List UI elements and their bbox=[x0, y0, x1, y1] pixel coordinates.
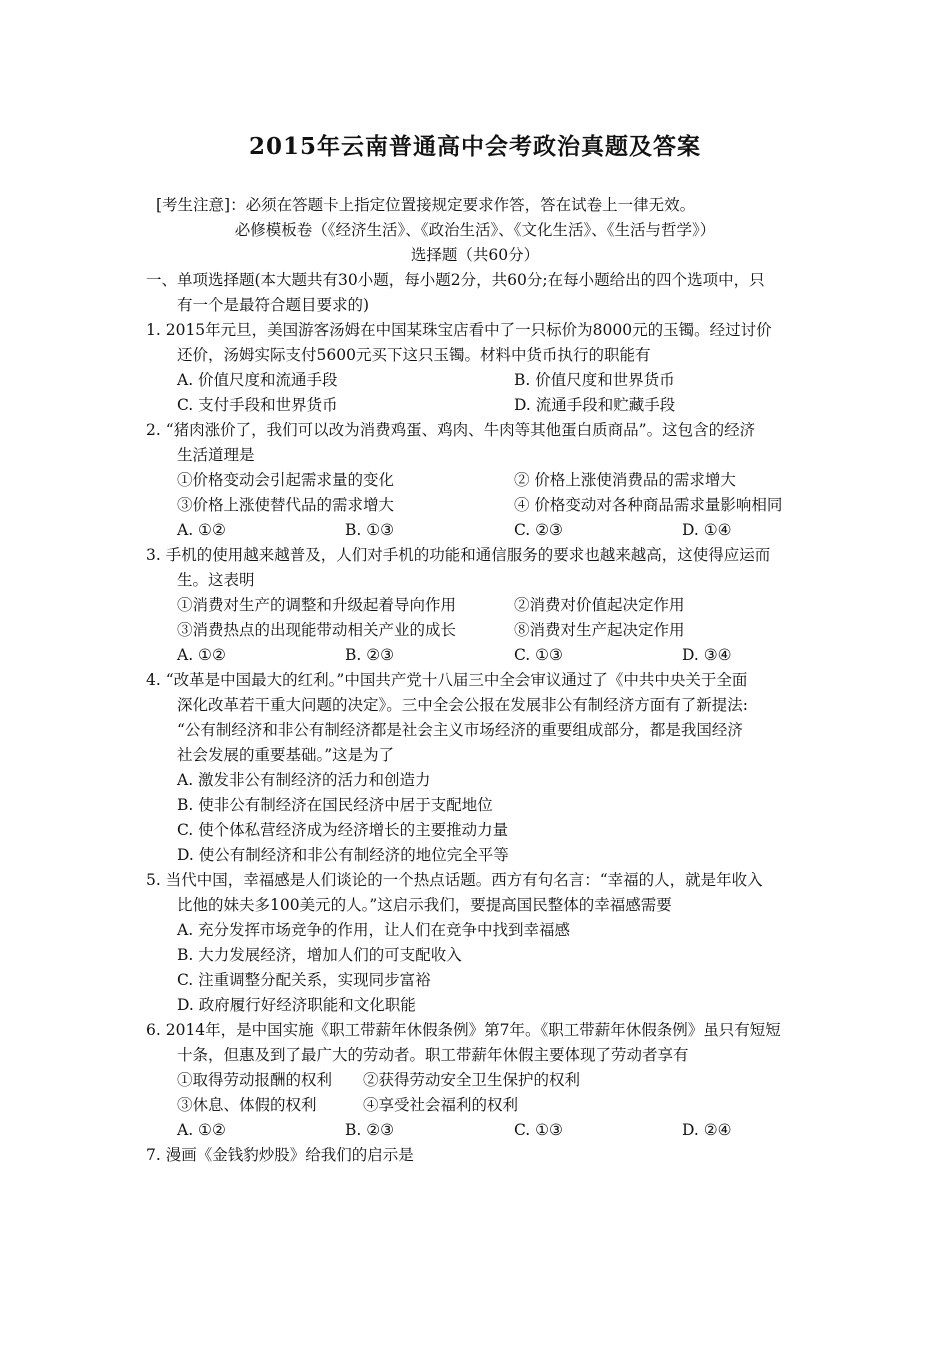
q6-statements-3-4: ③休息、体假的权利 ④享受社会福利的权利 bbox=[177, 1096, 519, 1114]
q4-option-b: B. 使非公有制经济在国民经济中居于支配地位 bbox=[177, 796, 493, 814]
q2-option-c: C. ②③ bbox=[514, 521, 563, 539]
q3-option-d: D. ③④ bbox=[682, 646, 732, 664]
q5-stem-line1: 5. 当代中国，幸福感是人们谈论的一个热点话题。西方有句名言：“幸福的人，就是年收入 bbox=[146, 871, 763, 889]
q3-stem-line2: 生。这表明 bbox=[177, 571, 255, 589]
q4-stem-line1: 4. “改革是中国最大的红利。”中国共产党十八届三中全会审议通过了《中共中央关于全面 bbox=[146, 671, 748, 689]
q2-stem-line2: 生活道理是 bbox=[177, 446, 255, 464]
q4-option-c: C. 使个体私营经济成为经济增长的主要推动力量 bbox=[177, 821, 509, 839]
q7-stem: 7. 漫画《金钱豹炒股》给我们的启示是 bbox=[146, 1146, 414, 1164]
q3-statement-4: ⑧消费对生产起决定作用 bbox=[514, 621, 685, 639]
q3-stem-line1: 3. 手机的使用越来越普及，人们对手机的功能和通信服务的要求也越来越高，这使得应运而 bbox=[146, 546, 771, 564]
q2-stem-line1: 2. “猪肉涨价了，我们可以改为消费鸡蛋、鸡肉、牛肉等其他蛋白质商品”。这包含的经济 bbox=[146, 421, 756, 439]
q2-option-a: A. ①② bbox=[177, 521, 226, 539]
q4-stem-line3: “公有制经济和非公有制经济都是社会主义市场经济的重要组成部分，都是我国经济 bbox=[177, 721, 743, 739]
q6-option-b: B. ②③ bbox=[345, 1121, 395, 1139]
q6-option-d: D. ②④ bbox=[682, 1121, 732, 1139]
q6-statements-1-2: ①取得劳动报酬的权利 ②获得劳动安全卫生保护的权利 bbox=[177, 1071, 581, 1089]
exam-notice: [考生注意]：必须在答题卡上指定位置接规定要求作答，答在试卷上一律无效。 bbox=[156, 196, 696, 214]
q3-option-c: C. ①③ bbox=[514, 646, 563, 664]
q3-option-a: A. ①② bbox=[177, 646, 226, 664]
q3-statement-3: ③消费热点的出现能带动相关产业的成长 bbox=[177, 621, 457, 639]
q5-stem-line2: 比他的妹夫多100美元的人。”这启示我们，要提高国民整体的幸福感需要 bbox=[177, 896, 672, 914]
q1-option-b: B. 价值尺度和世界货币 bbox=[514, 371, 675, 389]
q2-statement-3: ③价格上涨使替代品的需求增大 bbox=[177, 496, 395, 514]
q5-option-a: A. 充分发挥市场竞争的作用，让人们在竞争中找到幸福感 bbox=[177, 921, 571, 939]
q1-stem-line1: 1. 2015年元旦，美国游客汤姆在中国某珠宝店看中了一只标价为8000元的玉镯。经过讨价 bbox=[146, 321, 772, 339]
q5-option-c: C. 注重调整分配关系，实现同步富裕 bbox=[177, 971, 431, 989]
q1-stem-line2: 还价，汤姆实际支付5600元买下这只玉镯。材料中货币执行的职能有 bbox=[177, 346, 651, 364]
q2-option-b: B. ①③ bbox=[345, 521, 395, 539]
q4-option-a: A. 激发非公有制经济的活力和创造力 bbox=[177, 771, 431, 789]
q5-option-b: B. 大力发展经济，增加人们的可支配收入 bbox=[177, 946, 462, 964]
q6-option-a: A. ①② bbox=[177, 1121, 226, 1139]
q1-option-d: D. 流通手段和贮藏手段 bbox=[514, 396, 676, 414]
q4-stem-line4: 社会发展的重要基础。”这是为了 bbox=[177, 746, 395, 764]
q6-stem-line1: 6. 2014年，是中国实施《职工带薪年休假条例》第7年。《职工带薪年休假条例》虽只有短短 bbox=[146, 1021, 781, 1039]
page-title: 2015年云南普通高中会考政治真题及答案 bbox=[248, 133, 701, 160]
q6-option-c: C. ①③ bbox=[514, 1121, 563, 1139]
q2-statement-1: ①价格变动会引起需求量的变化 bbox=[177, 471, 395, 489]
q4-stem-line2: 深化改革若干重大问题的决定》。三中全会公报在发展非公有制经济方面有了新提法: bbox=[177, 696, 748, 714]
q3-statement-1: ①消费对生产的调整和升级起着导向作用 bbox=[177, 596, 457, 614]
q2-statement-4: ④ 价格变动对各种商品需求量影响相同 bbox=[514, 496, 783, 514]
q4-option-d: D. 使公有制经济和非公有制经济的地位完全平等 bbox=[177, 846, 509, 864]
q3-statement-2: ②消费对价值起决定作用 bbox=[514, 596, 685, 614]
q6-stem-line2: 十条，但惠及到了最广大的劳动者。职工带薪年休假主要体现了劳动者享有 bbox=[177, 1046, 689, 1064]
part-heading-line1: 一、单项选择题(本大题共有30小题，每小题2分，共60分;在每小题给出的四个选项中，只 bbox=[146, 271, 765, 289]
q1-option-c: C. 支付手段和世界货币 bbox=[177, 396, 338, 414]
q2-statement-2: ② 价格上涨使消费品的需求增大 bbox=[514, 471, 736, 489]
section-heading: 选择题（共60分） bbox=[410, 246, 540, 264]
q1-option-a: A. 价值尺度和流通手段 bbox=[177, 371, 338, 389]
q5-option-d: D. 政府履行好经济职能和文化职能 bbox=[177, 996, 416, 1014]
q2-option-d: D. ①④ bbox=[682, 521, 732, 539]
part-heading-line2: 有一个是最符合题目要求的) bbox=[177, 296, 370, 314]
q3-option-b: B. ②③ bbox=[345, 646, 395, 664]
module-heading: 必修模板卷（《经济生活》、《政治生活》、《文化生活》、《生活与哲学》） bbox=[234, 221, 716, 239]
